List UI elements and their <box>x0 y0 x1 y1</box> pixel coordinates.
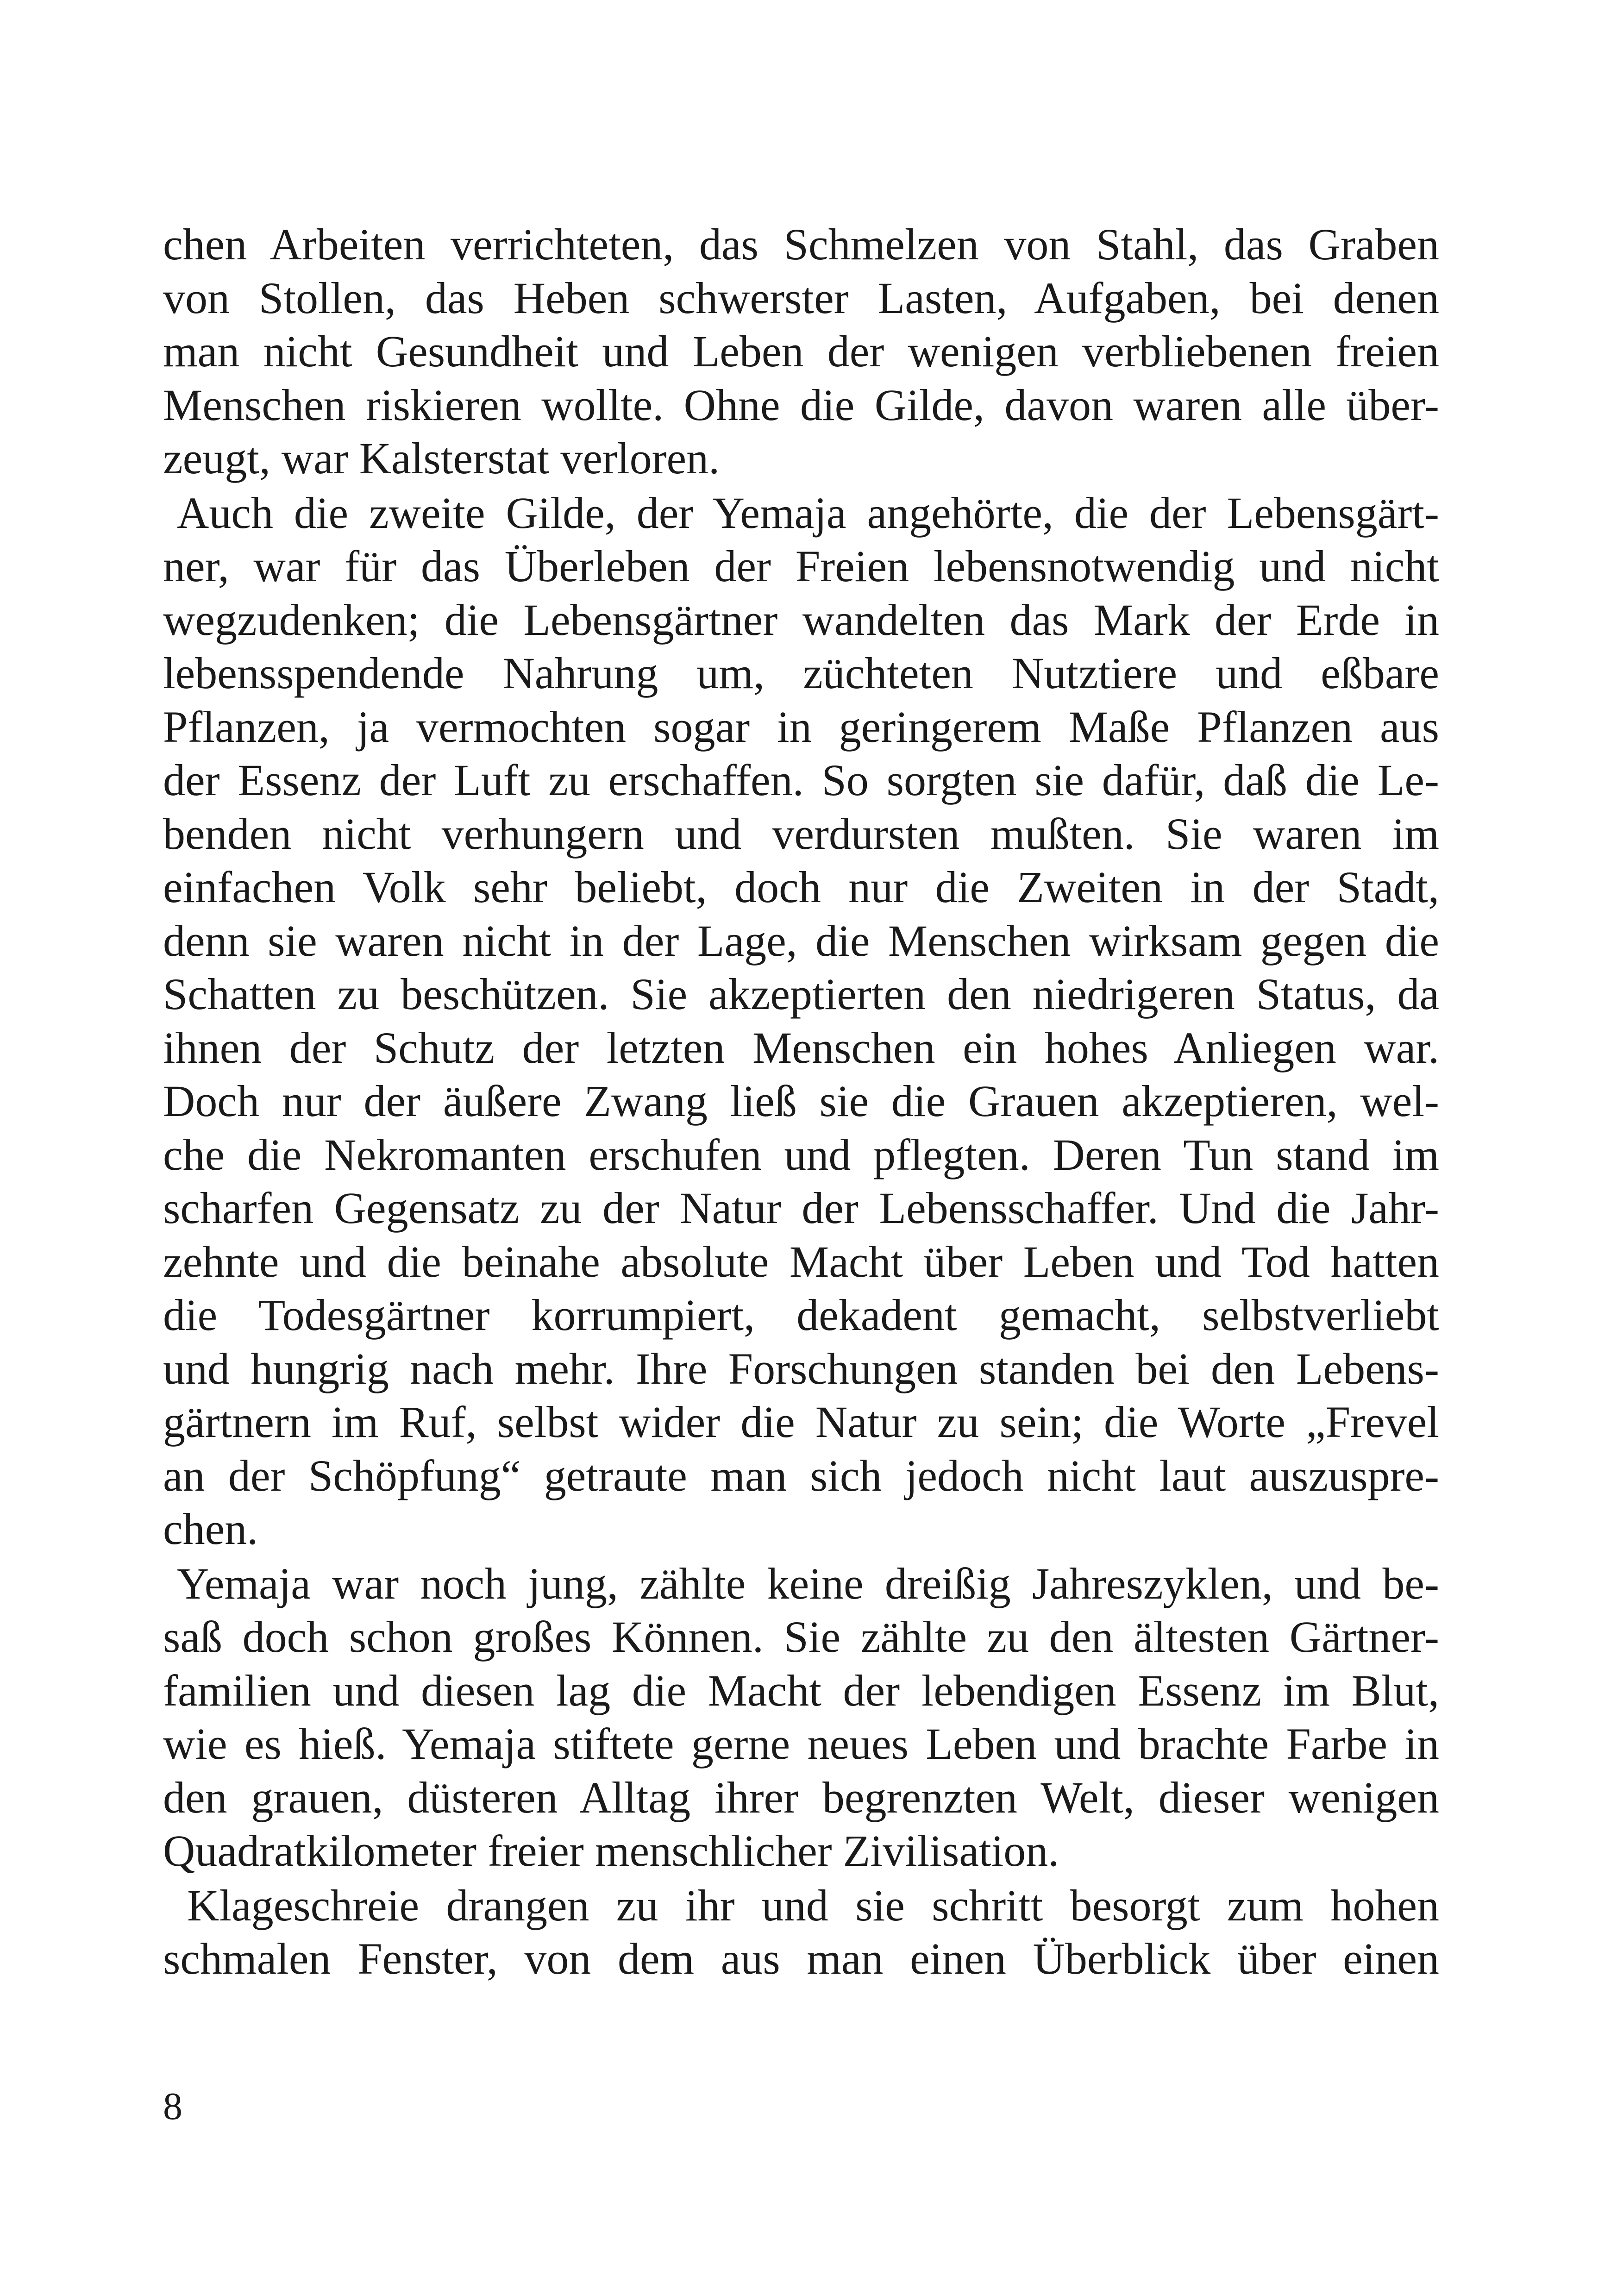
text-line: Yemaja war noch jung, zählte keine dreißig Jahreszyklen, und be- <box>177 1558 1439 1608</box>
text-line: Quadratkilometer freier menschlicher Zivilisation. <box>163 1826 1059 1876</box>
page-number: 8 <box>163 2085 182 2128</box>
text-line: einfachen Volk sehr beliebt, doch nur die Zweiten in der Stadt, <box>163 862 1439 912</box>
text-line: Schatten zu beschützen. Sie akzeptierten den niedrigeren Status, da <box>163 969 1439 1019</box>
text-line: Klageschreie drangen zu ihr und sie schritt besorgt zum hohen <box>187 1880 1439 1930</box>
text-line: chen. <box>163 1504 258 1554</box>
text-line: chen Arbeiten verrichteten, das Schmelzen von Stahl, das Graben <box>163 220 1439 269</box>
text-line: Menschen riskieren wollte. Ohne die Gilde, davon waren alle über- <box>163 380 1439 430</box>
text-line: wegzudenken; die Lebensgärtner wandelten das Mark der Erde in <box>163 595 1439 645</box>
text-line: Doch nur der äußere Zwang ließ sie die Grauen akzeptieren, wel- <box>163 1076 1439 1126</box>
text-line: gärtnern im Ruf, selbst wider die Natur zu sein; die Worte „Frevel <box>163 1397 1439 1447</box>
text-line: saß doch schon großes Können. Sie zählte zu den ältesten Gärtner- <box>163 1612 1439 1662</box>
text-line: ner, war für das Überleben der Freien lebensnotwendig und nicht <box>163 541 1439 591</box>
text-line: schmalen Fenster, von dem aus man einen Überblick über einen <box>163 1934 1439 1983</box>
text-line: man nicht Gesundheit und Leben der wenigen verbliebenen freien <box>163 326 1439 376</box>
text-line: der Essenz der Luft zu erschaffen. So sorgten sie dafür, daß die Le- <box>163 755 1439 805</box>
text-line: benden nicht verhungern und verdursten mußten. Sie waren im <box>163 809 1439 859</box>
text-line: wie es hieß. Yemaja stiftete gerne neues Leben und brachte Farbe in <box>163 1719 1439 1769</box>
paragraph-2 <box>163 486 1439 1556</box>
text-line: che die Nekromanten erschufen und pflegten. Deren Tun stand im <box>163 1129 1439 1179</box>
paragraph-1 <box>163 218 1439 485</box>
text-line: zehnte und die beinahe absolute Macht über Leben und Tod hatten <box>163 1236 1439 1286</box>
text-line: den grauen, düsteren Alltag ihrer begrenzten Welt, dieser wenigen <box>163 1772 1439 1822</box>
text-line: lebensspendende Nahrung um, züchteten Nutztiere und eßbare <box>163 648 1439 698</box>
text-line: an der Schöpfung“ getraute man sich jedoch nicht laut auszuspre- <box>163 1450 1439 1500</box>
text-line: zeugt, war Kalsterstat verloren. <box>163 433 720 483</box>
text-line: Pflanzen, ja vermochten sogar in geringerem Maße Pflanzen aus <box>163 702 1439 752</box>
page-body <box>163 218 1439 1986</box>
text-line: scharfen Gegensatz zu der Natur der Lebensschaffer. Und die Jahr- <box>163 1183 1439 1233</box>
paragraph-3 <box>163 1557 1439 1878</box>
text-line: und hungrig nach mehr. Ihre Forschungen standen bei den Lebens- <box>163 1343 1439 1393</box>
text-line: die Todesgärtner korrumpiert, dekadent gemacht, selbstverliebt <box>163 1290 1439 1340</box>
text-line: Auch die zweite Gilde, der Yemaja angehörte, die der Lebensgärt- <box>177 488 1439 538</box>
paragraph-4 <box>163 1879 1439 1986</box>
text-line: ihnen der Schutz der letzten Menschen ein hohes Anliegen war. <box>163 1023 1439 1073</box>
text-line: familien und diesen lag die Macht der lebendigen Essenz im Blut, <box>163 1665 1439 1715</box>
text-line: denn sie waren nicht in der Lage, die Menschen wirksam gegen die <box>163 916 1439 966</box>
text-line: von Stollen, das Heben schwerster Lasten, Aufgaben, bei denen <box>163 273 1439 323</box>
